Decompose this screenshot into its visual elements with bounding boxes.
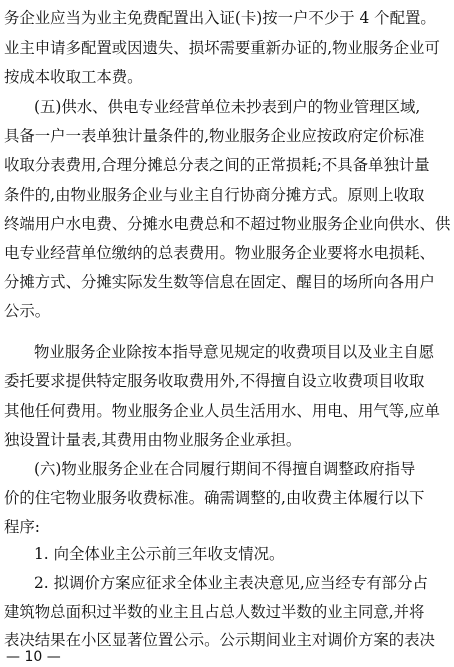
text-line-1: 务企业应当为业主免费配置出入证(卡)按一户不少于 4 个配置。 [4,9,436,27]
text-line-7: 条件的,由物业服务企业与业主自行协商分摊方式。原则上收取 [4,186,425,204]
text-line-20: 2. 拟调价方案应征求全体业主表决意见,应当经专有部分占 [34,574,428,592]
text-line-13: 委托要求提供特定服务收取费用外,不得擅自设立收费项目收取 [4,372,425,390]
text-line-16: (六)物业服务企业在合同履行期间不得擅自调整政府指导 [34,460,416,478]
text-line-15: 独设置计量表,其费用由物业服务企业承担。 [4,431,302,449]
text-line-9: 电专业经营单位缴纳的总表费用。物业服务企业要将水电损耗、 [4,244,435,262]
text-line-22: 表决结果在小区显著位置公示。公示期间业主对调价方案的表决 [4,631,435,649]
text-line-6: 收取分表费用,合理分摊总分表之间的正常损耗;不具备单独计量 [4,156,430,174]
text-line-10: 分摊方式、分摊实际发生数等信息在固定、醒目的场所向各用户 [4,273,435,291]
page-number: — 10 — [6,649,61,665]
text-line-11: 公示。 [4,302,51,320]
text-line-17: 价的住宅物业服务收费标准。确需调整的,由收费主体履行以下 [4,489,425,507]
text-line-8: 终端用户水电费、分摊水电费总和不超过物业服务企业向供水、供 [4,215,451,233]
text-line-3: 按成本收取工本费。 [4,68,143,86]
text-line-19: 1. 向全体业主公示前三年收支情况。 [34,545,285,563]
text-line-21: 建筑物总面积过半数的业主且占总人数过半数的业主同意,并将 [4,603,425,621]
text-line-14: 其他任何费用。物业服务企业人员生活用水、用电、用气等,应单 [4,402,440,420]
text-line-12: 物业服务企业除按本指导意见规定的收费项目以及业主自愿 [34,343,435,361]
text-line-2: 业主申请多配置或因遗失、损坏需要重新办证的,物业服务企业可 [4,39,440,57]
text-line-4: (五)供水、供电专业经营单位未抄表到户的物业管理区域, [34,98,421,116]
text-line-18: 程序: [4,518,40,536]
text-line-5: 具备一户一表单独计量条件的,物业服务企业应按政府定价标准 [4,127,425,145]
